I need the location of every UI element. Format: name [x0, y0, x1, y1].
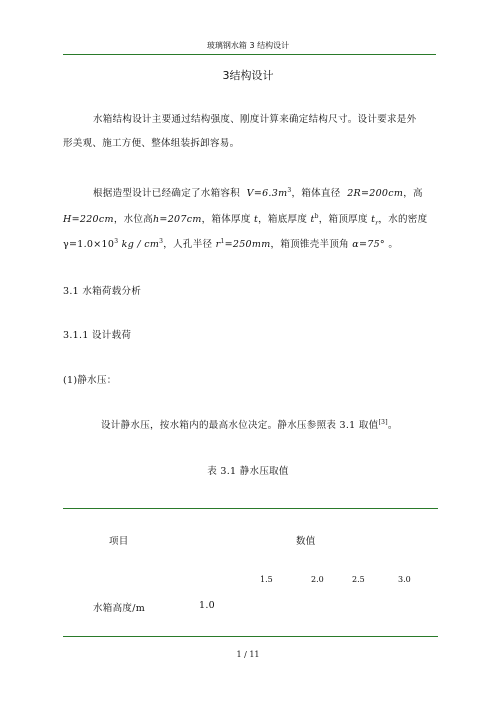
- running-header: 玻璃钢水箱 3 结构设计: [206, 41, 290, 50]
- table-col1-header: 项目: [109, 536, 129, 547]
- table-top-rule: [63, 508, 438, 509]
- para2-line1: 根据造型设计已经确定了水箱容积 $V=6.3m^3$，箱体直径 2R=200cm，高: [93, 186, 423, 199]
- table-value-3-0: 3.0: [398, 575, 411, 584]
- page-number: 1 / 11: [236, 650, 260, 659]
- section-title: 3结构设计: [222, 69, 274, 82]
- table-bottom-rule: [63, 636, 438, 637]
- section-3-1-heading: 3.1 水箱荷载分析: [63, 286, 142, 297]
- para2-line2: H=220cm，水位高h=207cm，箱体厚度 t，箱底厚度 $t^b$，箱顶厚度 $t_r$，水的密度: [63, 212, 428, 227]
- table-value-2-0: 2.0: [311, 575, 324, 584]
- table-value-2-5: 2.5: [352, 575, 365, 584]
- para2-line3: $\gamma=1.0\times 10^3$ kg / $cm^3$，人孔半径 $r^1=250mm$，箱顶锥壳半顶角 α=75° 。: [63, 237, 399, 250]
- table-col2-header: 数值: [296, 536, 316, 547]
- table-row-label: 水箱高度/m: [93, 603, 146, 614]
- para3: 设计静水压，按水箱内的最高水位决定。静水压参照表 3.1 取值[3]。: [101, 418, 398, 431]
- item-1-label: (1)静水压：: [63, 375, 117, 386]
- para1-line1: 水箱结构设计主要通过结构强度、刚度计算来确定结构尺寸。设计要求是外: [93, 114, 417, 125]
- table-caption: 表 3.1 静水压取值: [207, 466, 289, 477]
- table-row-first-value: 1.0: [199, 600, 216, 611]
- table-value-1-5: 1.5: [260, 575, 273, 584]
- header-rule: [63, 54, 436, 55]
- para1-line2: 形美观、施工方便、整体组装拆卸容易。: [63, 138, 240, 149]
- section-3-1-1-heading: 3.1.1 设计载荷: [63, 330, 132, 341]
